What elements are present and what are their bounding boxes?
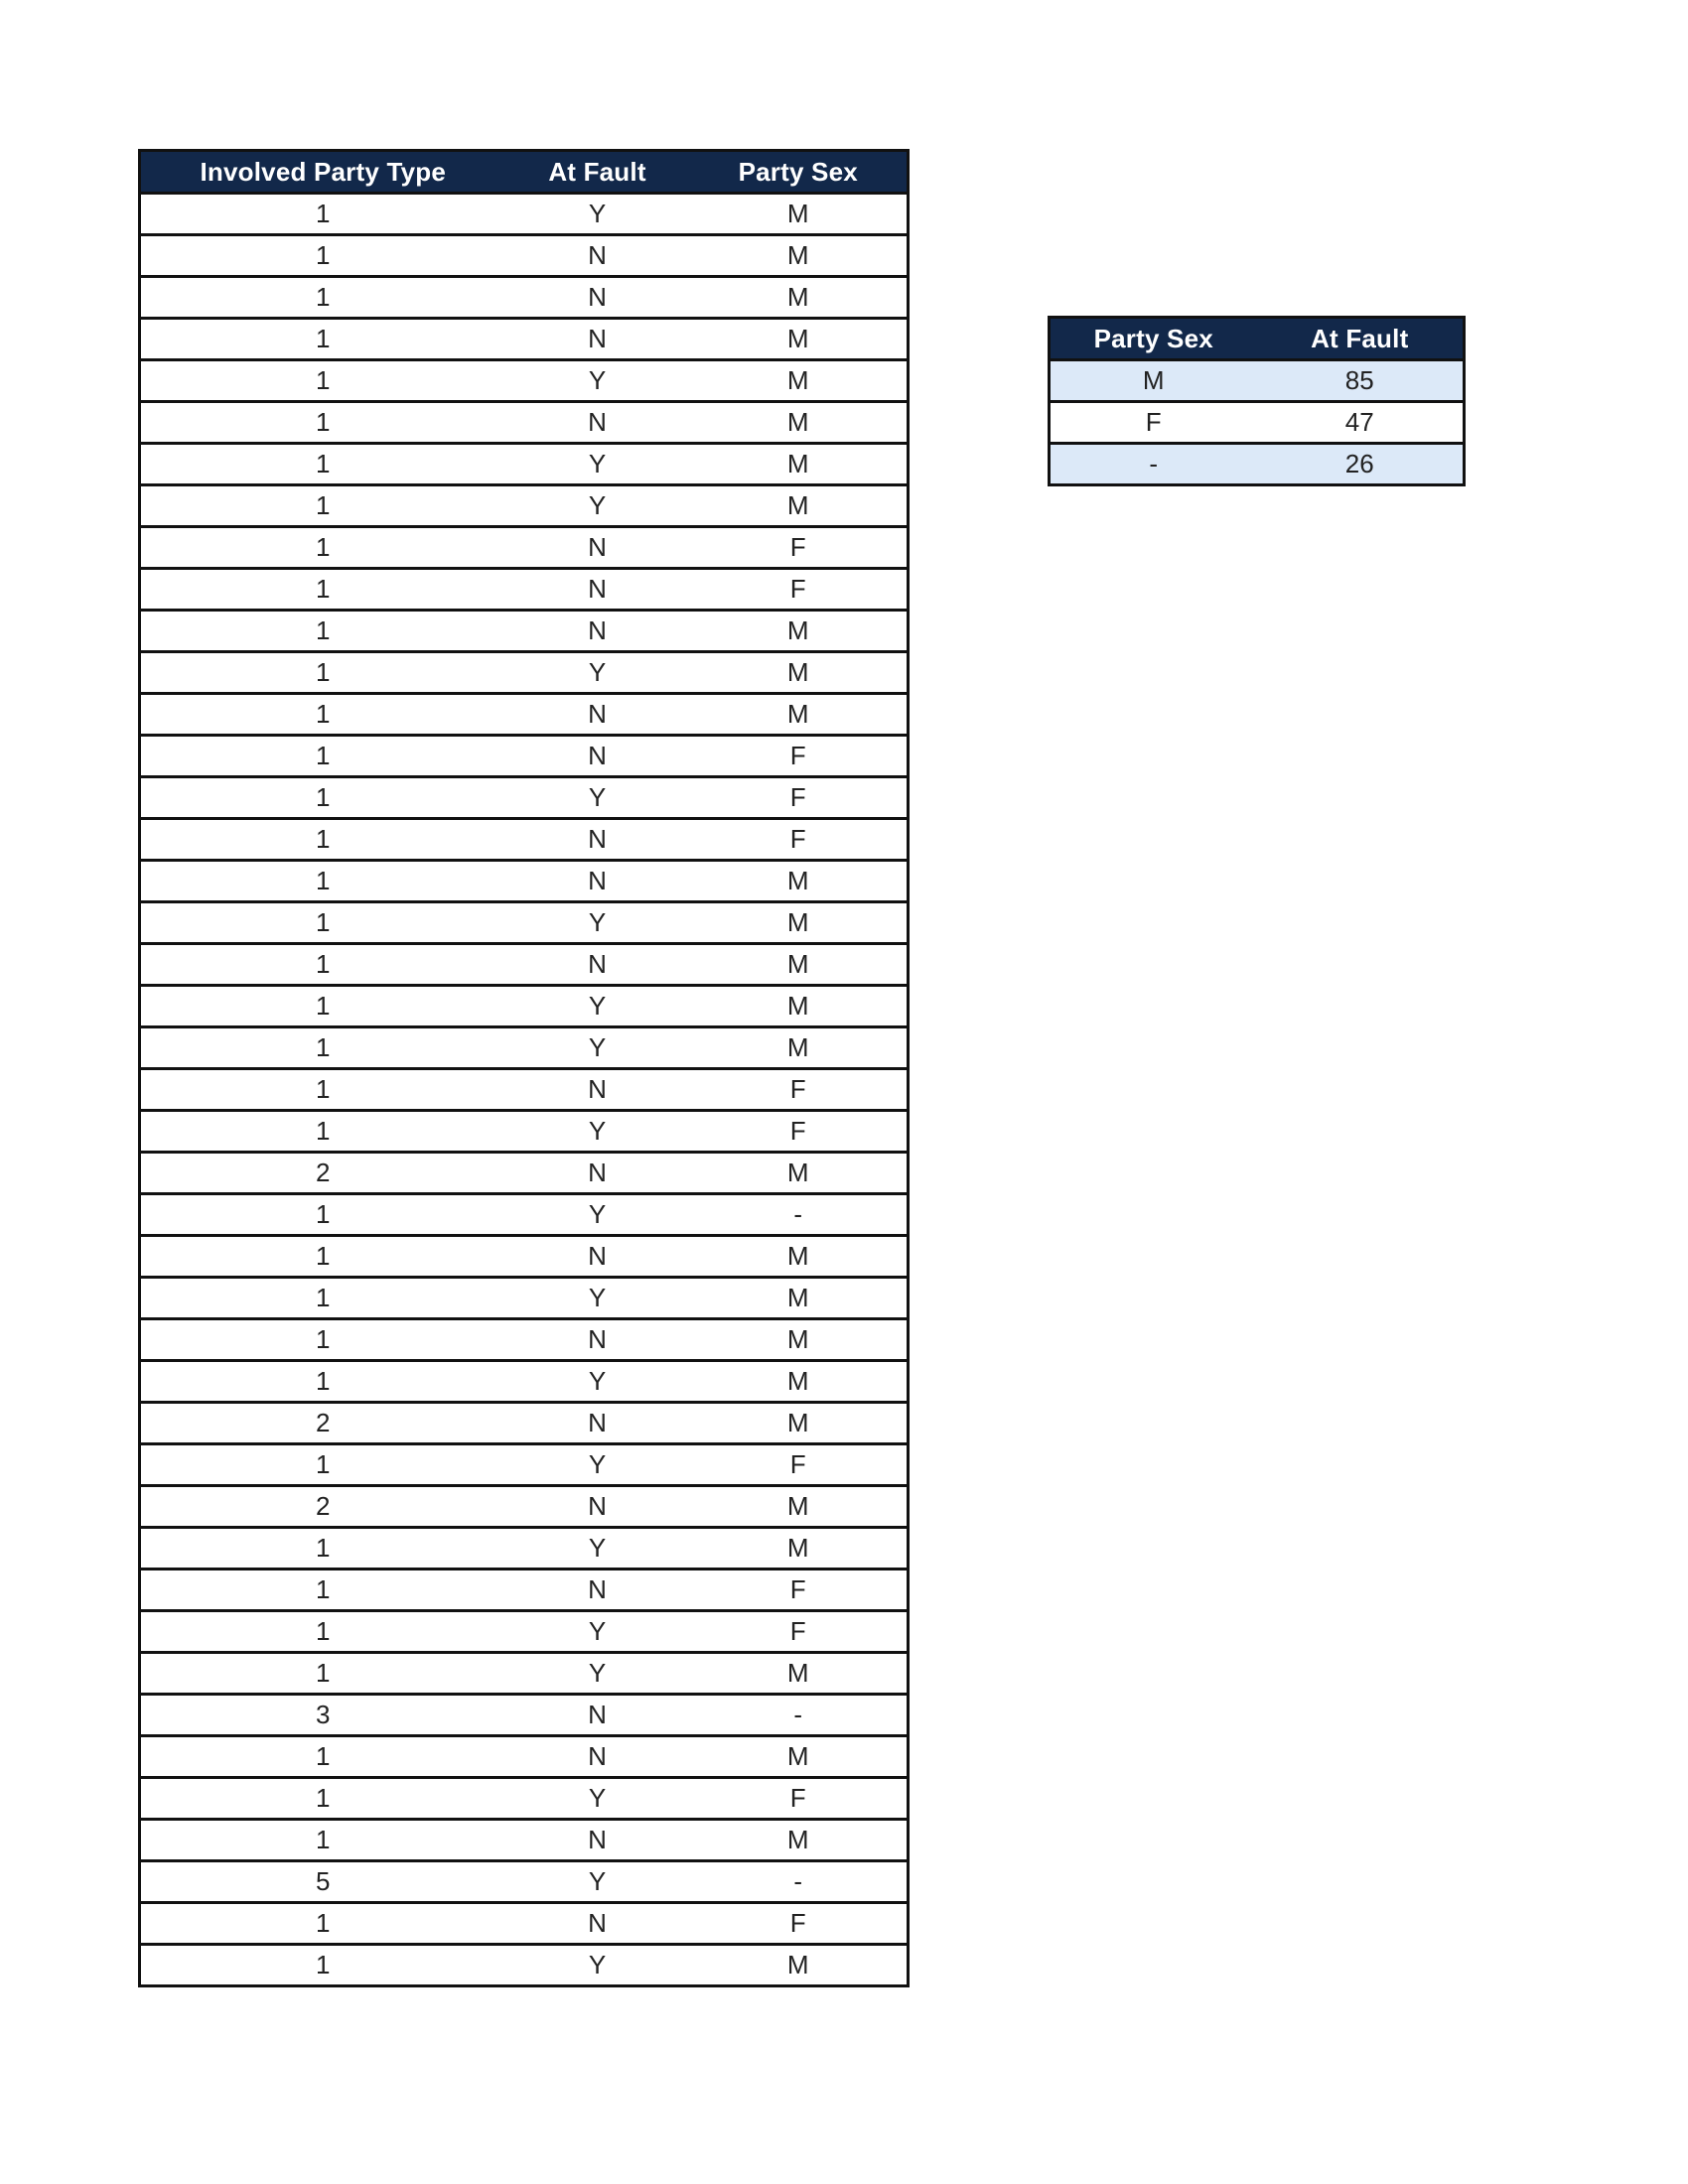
involved-party-type-cell: 1 (140, 944, 505, 986)
involved-party-type-cell: 1 (140, 1361, 505, 1403)
involved-party-type-cell: 5 (140, 1861, 505, 1903)
involved-party-type-cell: 1 (140, 1736, 505, 1778)
table-row (140, 402, 909, 444)
involved-party-type-cell: 1 (140, 736, 505, 777)
involved-party-type-cell: 1 (140, 1653, 505, 1695)
table-row (140, 194, 909, 235)
involved-party-type-cell: 1 (140, 777, 505, 819)
party-sex-cell: F (690, 1570, 909, 1611)
table-row (140, 944, 909, 986)
at-fault-cell: Y (505, 777, 690, 819)
party-sex-cell: - (690, 1194, 909, 1236)
involved-party-type-cell: 1 (140, 235, 505, 277)
table-row (140, 1611, 909, 1653)
at-fault-cell: Y (505, 986, 690, 1027)
involved-party-type-cell: 2 (140, 1403, 505, 1444)
party-sex-cell: M (690, 1361, 909, 1403)
at-fault-cell: Y (505, 194, 690, 235)
table-row (140, 1945, 909, 1986)
at-fault-cell: N (505, 1319, 690, 1361)
at-fault-cell: Y (505, 1194, 690, 1236)
party-sex-cell: M (690, 444, 909, 485)
at-fault-cell: N (505, 694, 690, 736)
party-sex-cell: F (690, 819, 909, 861)
table-row (140, 1778, 909, 1820)
party-sex-cell: M (690, 861, 909, 902)
at-fault-cell: N (505, 402, 690, 444)
table-row (140, 1361, 909, 1403)
at-fault-cell: Y (588, 1950, 607, 1979)
involved-party-type-cell: 1 (140, 1319, 505, 1361)
involved-party-type-cell: 1 (140, 694, 505, 736)
table-row (1050, 444, 1465, 485)
involved-party-type-cell: 1 (140, 1194, 505, 1236)
involved-party-type-cell: 1 (140, 1236, 505, 1278)
party-sex-cell: F (690, 1111, 909, 1153)
involved-party-type-cell: 1 (140, 277, 505, 319)
party-sex-cell: F (690, 1778, 909, 1820)
involved-party-type-cell: 1 (140, 569, 505, 611)
party-sex-cell: M (690, 1653, 909, 1695)
at-fault-cell: N (505, 611, 690, 652)
party-sex-cell: F (1050, 402, 1257, 444)
column-header-party-sex: Party Sex (690, 151, 909, 194)
table-row (140, 1403, 909, 1444)
involved-party-type-cell: 1 (316, 1950, 331, 1979)
table-row (140, 1319, 909, 1361)
party-sex-cell: M (690, 1403, 909, 1444)
party-sex-cell: M (690, 1528, 909, 1570)
table-row (140, 444, 909, 485)
at-fault-cell: N (505, 569, 690, 611)
table-row (140, 902, 909, 944)
at-fault-cell: Y (505, 1861, 690, 1903)
party-sex-cell: - (1050, 444, 1257, 485)
at-fault-cell: Y (505, 1653, 690, 1695)
involved-party-type-cell: 1 (140, 819, 505, 861)
at-fault-cell: Y (505, 902, 690, 944)
involved-party-type-cell: 1 (140, 1820, 505, 1861)
table-header-row (1050, 318, 1465, 360)
table-row (140, 1069, 909, 1111)
involved-party-type-cell: 1 (140, 1528, 505, 1570)
table-row (140, 1528, 909, 1570)
party-sex-cell: M (690, 360, 909, 402)
involved-party-type-cell: 1 (140, 1444, 505, 1486)
at-fault-cell: Y (505, 444, 690, 485)
party-sex-cell: M (786, 1950, 809, 1979)
at-fault-cell: N (505, 319, 690, 360)
involved-party-type-cell: 1 (140, 1069, 505, 1111)
table-row (1050, 360, 1465, 402)
involved-party-type-cell: 1 (140, 902, 505, 944)
at-fault-cell: Y (505, 1111, 690, 1153)
party-sex-cell: F (690, 569, 909, 611)
party-sex-cell: M (690, 1486, 909, 1528)
party-sex-cell: M (690, 652, 909, 694)
involved-party-type-cell: 1 (140, 1111, 505, 1153)
at-fault-cell: N (505, 1486, 690, 1528)
involved-party-type-cell: 1 (140, 527, 505, 569)
involved-party-type-cell: 1 (140, 485, 505, 527)
at-fault-cell: N (505, 736, 690, 777)
table-row (140, 360, 909, 402)
at-fault-cell: N (505, 527, 690, 569)
involved-party-type-cell: 1 (140, 1611, 505, 1653)
involved-party-type-cell: 1 (140, 1027, 505, 1069)
involved-party-type-cell: 1 (140, 861, 505, 902)
at-fault-cell: Y (505, 485, 690, 527)
table-row (140, 1236, 909, 1278)
party-sex-cell: F (690, 777, 909, 819)
at-fault-cell: Y (505, 652, 690, 694)
table-row (140, 319, 909, 360)
at-fault-cell: Y (505, 360, 690, 402)
party-sex-cell: - (690, 1695, 909, 1736)
involved-party-type-cell: 1 (140, 319, 505, 360)
party-data-table (138, 149, 910, 1987)
table-row (140, 819, 909, 861)
table-row (140, 1570, 909, 1611)
party-sex-cell: M (690, 902, 909, 944)
table-row (140, 1861, 909, 1903)
table-row (140, 652, 909, 694)
table-row (140, 1653, 909, 1695)
party-sex-cell: M (690, 1153, 909, 1194)
table-row (140, 1153, 909, 1194)
table-row (140, 1444, 909, 1486)
party-sex-cell: M (1050, 360, 1257, 402)
involved-party-type-cell: 3 (140, 1695, 505, 1736)
at-fault-cell: Y (505, 1778, 690, 1820)
column-header-at-fault: At Fault (505, 151, 690, 194)
party-sex-cell: M (690, 235, 909, 277)
at-fault-cell: N (505, 819, 690, 861)
involved-party-type-cell: 2 (140, 1486, 505, 1528)
table-row (140, 277, 909, 319)
at-fault-cell: Y (505, 1361, 690, 1403)
at-fault-cell: N (505, 1695, 690, 1736)
table-row (140, 1027, 909, 1069)
party-sex-cell: F (690, 1444, 909, 1486)
table-row (140, 1695, 909, 1736)
at-fault-cell: N (505, 944, 690, 986)
at-fault-cell: N (505, 861, 690, 902)
at-fault-cell: N (505, 1403, 690, 1444)
party-sex-cell: M (690, 1027, 909, 1069)
party-sex-cell: M (690, 611, 909, 652)
involved-party-type-cell: 1 (140, 652, 505, 694)
party-sex-cell: M (690, 1736, 909, 1778)
table-row (140, 986, 909, 1027)
at-fault-cell: N (505, 1236, 690, 1278)
at-fault-cell: Y (505, 1444, 690, 1486)
table-row (140, 569, 909, 611)
involved-party-type-cell: 1 (140, 1778, 505, 1820)
at-fault-summary-table-body (1050, 360, 1465, 485)
table-row (140, 235, 909, 277)
table-row (140, 861, 909, 902)
at-fault-cell: N (505, 1069, 690, 1111)
table-row (140, 694, 909, 736)
involved-party-type-cell: 2 (140, 1153, 505, 1194)
party-sex-cell: M (690, 194, 909, 235)
involved-party-type-cell: 1 (140, 611, 505, 652)
at-fault-summary-table (1048, 316, 1466, 486)
involved-party-type-cell: 1 (140, 1278, 505, 1319)
party-sex-cell: M (690, 485, 909, 527)
party-sex-cell: M (690, 277, 909, 319)
at-fault-cell: N (505, 1153, 690, 1194)
party-sex-cell: M (690, 944, 909, 986)
table-row (140, 736, 909, 777)
at-fault-cell: N (505, 1820, 690, 1861)
party-sex-cell: M (690, 402, 909, 444)
at-fault-count-cell: 85 (1257, 360, 1465, 402)
table-row (140, 611, 909, 652)
column-header-at-fault: At Fault (1257, 318, 1465, 360)
party-sex-cell: F (690, 527, 909, 569)
table-header-row (140, 151, 909, 194)
at-fault-cell: N (505, 1903, 690, 1945)
at-fault-cell: Y (505, 1278, 690, 1319)
involved-party-type-cell: 1 (140, 1903, 505, 1945)
at-fault-cell: N (505, 1570, 690, 1611)
column-header-involved-party-type: Involved Party Type (140, 151, 505, 194)
table-row (140, 1736, 909, 1778)
table-row (140, 1278, 909, 1319)
party-sex-cell: M (690, 1820, 909, 1861)
party-data-table-body (140, 194, 909, 1986)
party-sex-cell: F (690, 1069, 909, 1111)
table-row (140, 1820, 909, 1861)
at-fault-cell: Y (505, 1027, 690, 1069)
party-sex-cell: M (690, 1319, 909, 1361)
involved-party-type-cell: 1 (140, 194, 505, 235)
party-sex-cell: M (690, 694, 909, 736)
table-row (140, 777, 909, 819)
party-sex-cell: M (690, 986, 909, 1027)
table-row (140, 1194, 909, 1236)
at-fault-cell: N (505, 235, 690, 277)
party-sex-cell: - (690, 1861, 909, 1903)
party-sex-cell: F (690, 736, 909, 777)
table-row (140, 1111, 909, 1153)
table-row (140, 1486, 909, 1528)
table-row (140, 485, 909, 527)
at-fault-cell: Y (505, 1528, 690, 1570)
party-sex-cell: M (690, 1236, 909, 1278)
table-row (1050, 402, 1465, 444)
column-header-party-sex: Party Sex (1050, 318, 1257, 360)
at-fault-cell: N (505, 1736, 690, 1778)
at-fault-count-cell: 47 (1257, 402, 1465, 444)
party-sex-cell: F (690, 1903, 909, 1945)
involved-party-type-cell: 1 (140, 402, 505, 444)
table-row (140, 1903, 909, 1945)
involved-party-type-cell: 1 (140, 986, 505, 1027)
at-fault-count-cell: 26 (1257, 444, 1465, 485)
party-sex-cell: M (690, 1278, 909, 1319)
involved-party-type-cell: 1 (140, 360, 505, 402)
party-sex-cell: F (690, 1611, 909, 1653)
table-row (140, 527, 909, 569)
at-fault-cell: Y (505, 1611, 690, 1653)
involved-party-type-cell: 1 (140, 1570, 505, 1611)
party-sex-cell: M (690, 319, 909, 360)
involved-party-type-cell: 1 (140, 444, 505, 485)
at-fault-cell: N (505, 277, 690, 319)
